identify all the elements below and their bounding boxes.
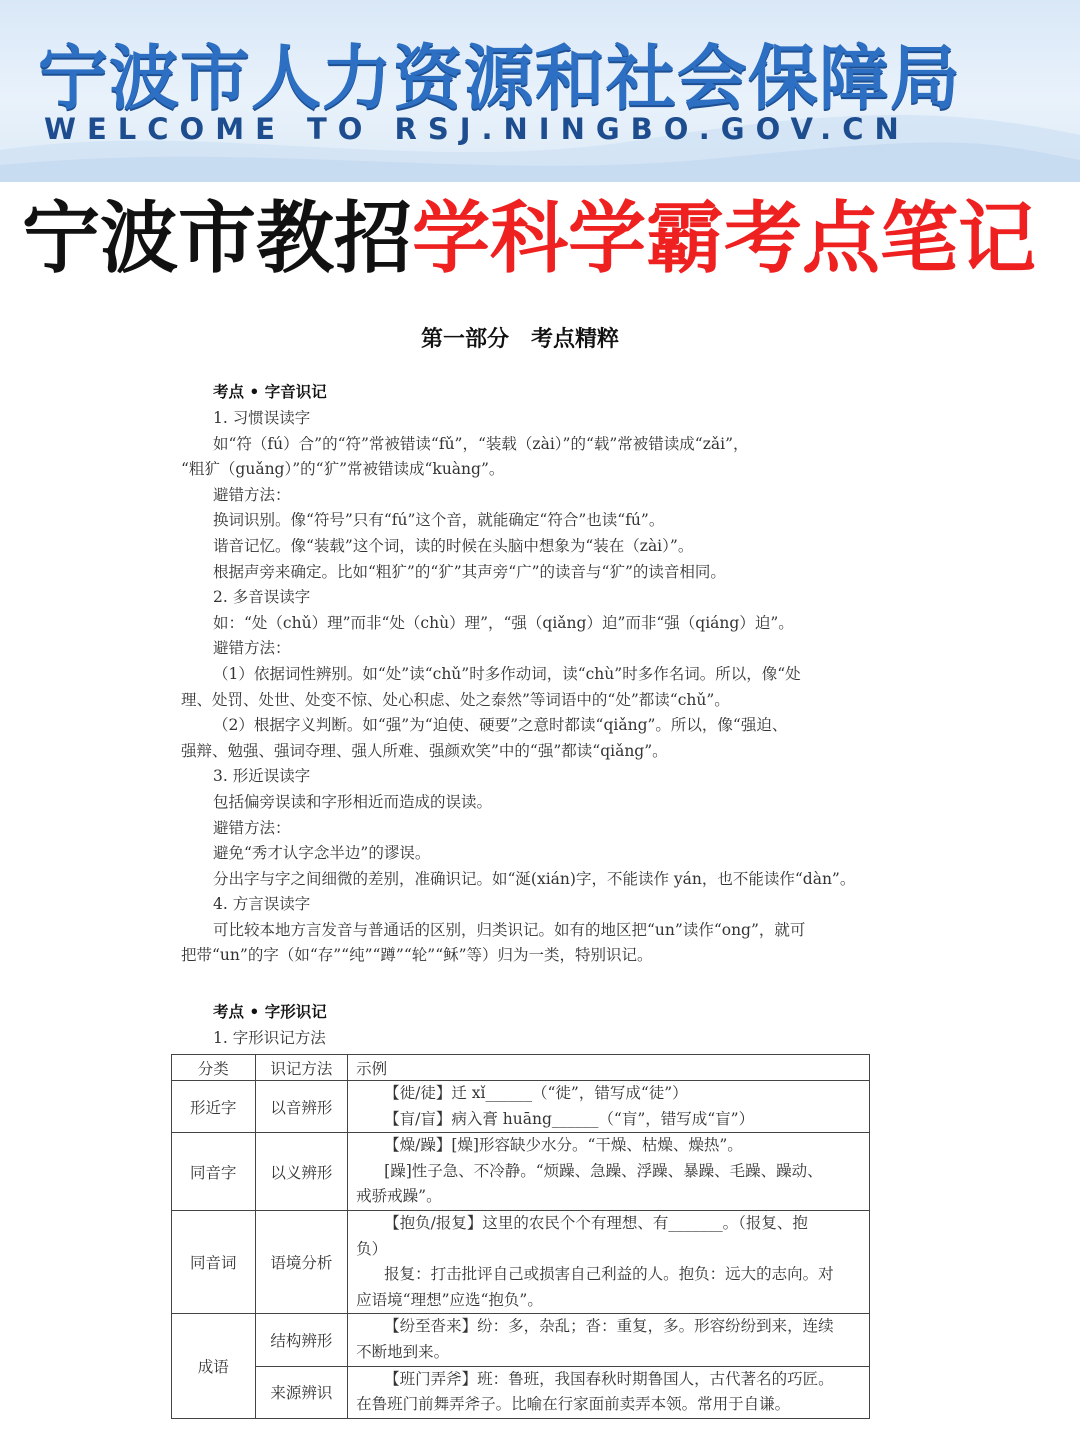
table-cell-method: 以音辨形: [255, 1081, 348, 1133]
example-line: 【肓/盲】病入膏 huāng______（“肓”，错写成“盲”）: [384, 1109, 755, 1128]
text-line: 如“符（fú）合”的“符”常被错读“fǔ”，“装载（zài）”的“载”常被错读成“zǎi”，: [213, 434, 749, 453]
text-line: 分出字与字之间细微的差别，准确识记。如“涎(xián)字，不能读作 yán，也不能读作“dàn”。: [213, 869, 856, 888]
headline-red-part: 学科学霸考点笔记: [412, 194, 1037, 284]
section-heading: 考点 • 字音识记: [213, 382, 327, 401]
example-line: 【纷至沓来】纷：多，杂乱；沓：重复，多。形容纷纷到来，连续: [384, 1317, 834, 1336]
example-line: 戒骄戒躁”。: [356, 1187, 442, 1206]
text-line: 避错方法：: [213, 818, 291, 837]
part-title: 第一部分 考点精粹: [420, 326, 619, 352]
table-cell-example: [348, 1133, 870, 1211]
example-line: 【徙/徒】迁 xǐ______（“徙”，错写成“徒”）: [384, 1084, 688, 1102]
table-cell-example: [348, 1366, 870, 1418]
example-line: 【抱负/报复】这里的农民个个有理想、有_______。（报复、抱: [384, 1213, 808, 1232]
example-line: 报复：打击批评自己或损害自己利益的人。抱负：远大的志向。对: [384, 1265, 834, 1284]
banner-subtitle: WELCOME TO RSJ.NINGBO.GOV.CN: [44, 112, 910, 146]
text-line: 2. 多音误读字: [213, 588, 311, 607]
text-line: 换词识别。像“符号”只有“fú”这个音，就能确定“符合”也读“fú”。: [213, 511, 665, 530]
section-glyph: [181, 998, 871, 1052]
table-header-cell: 示例: [348, 1055, 870, 1081]
text-line: 强辩、勉强、强词夺理、强人所难、强颜欢笑”中的“强”都读“qiǎng”。: [181, 741, 668, 760]
text-line: 如：“处（chǔ）理”而非“处（chù）理”，“强（qiǎng）迫”而非“强（qiáng）迫”。: [213, 613, 794, 632]
text-line: 4. 方言误读字: [213, 895, 311, 914]
example-line: 负）: [356, 1239, 388, 1258]
text-line: 包括偏旁误读和字形相近而造成的误读。: [213, 792, 493, 811]
table-cell-method: 来源辨识: [255, 1366, 348, 1418]
text-line: 可比较本地方言发音与普通话的区别，归类识记。如有的地区把“un”读作“ong”，就可: [213, 920, 806, 939]
section-pronunciation: [181, 378, 871, 969]
text-line: （2）根据字义判断。如“强”为“迫使、硬要”之意时都读“qiǎng”。所以，像“强迫、: [213, 716, 788, 735]
example-line: 应语境“理想”应选“抱负”。: [356, 1290, 543, 1309]
table-row: [172, 1081, 870, 1133]
example-line: 不断地到来。: [356, 1342, 450, 1361]
banner-title: 宁波市人力资源和社会保障局: [38, 37, 961, 119]
table-row: [172, 1366, 870, 1418]
table-cell-example: [348, 1081, 870, 1133]
table-cell-method: 语境分析: [255, 1210, 348, 1313]
text-line: 避错方法：: [213, 485, 291, 504]
table-header-cell: 识记方法: [255, 1055, 348, 1081]
table-row: [172, 1314, 870, 1366]
example-line: 【燥/躁】[燥]形容缺少水分。“干燥、枯燥、燥热”。: [384, 1136, 743, 1155]
text-line: 把带“un”的字（如“存”“纯”“蹲”“轮”“稣”等）归为一类，特别识记。: [181, 946, 653, 965]
table-cell-category: 同音词: [172, 1210, 256, 1313]
text-line: 1. 习惯误读字: [213, 409, 311, 427]
table-cell-category: 成语: [172, 1314, 256, 1418]
text-line: 理、处罚、处世、处变不惊、处心积虑、处之泰然”等词语中的“处”都读“chǔ”。: [181, 690, 730, 709]
example-line: [躁]性子急、不冷静。“烦躁、急躁、浮躁、暴躁、毛躁、躁动、: [384, 1161, 823, 1180]
text-line: 避免“秀才认字念半边”的谬误。: [213, 844, 431, 863]
table-cell-category: 同音字: [172, 1133, 256, 1211]
text-line: “粗犷（guǎng）”的“犷”常被错读成“kuàng”。: [181, 460, 505, 479]
table-header-row: [172, 1055, 870, 1081]
table-cell-example: [348, 1314, 870, 1366]
table-row: [172, 1133, 870, 1211]
site-banner: [0, 0, 1080, 182]
example-line: 【班门弄斧】班：鲁班，我国春秋时期鲁国人，古代著名的巧匠。: [384, 1369, 834, 1388]
text-line: 避错方法：: [213, 639, 291, 658]
table-cell-category: 形近字: [172, 1081, 256, 1133]
section-heading: 考点 • 字形识记: [213, 1002, 327, 1021]
table-cell-method: 以义辨形: [255, 1133, 348, 1211]
table-cell-method: 结构辨形: [255, 1314, 348, 1366]
page-headline: [22, 194, 1037, 284]
headline-black-part: 宁波市教招: [22, 194, 413, 284]
text-line: （1）依据词性辨别。如“处”读“chǔ”时多作动词，读“chù”时多作名词。所以，像“处: [213, 664, 801, 683]
table-cell-example: [348, 1210, 870, 1313]
example-line: 在鲁班门前舞弄斧子。比喻在行家面前卖弄本领。常用于自谦。: [356, 1395, 791, 1414]
text-line: 根据声旁来确定。比如“粗犷”的“犷”其声旁“广”的读音与“犷”的读音相同。: [213, 562, 726, 581]
table-header-cell: 分类: [172, 1055, 256, 1081]
text-line: 3. 形近误读字: [213, 767, 311, 786]
glyph-method-table: [171, 1054, 870, 1419]
text-line: 1. 字形识记方法: [213, 1029, 326, 1047]
table-row: [172, 1210, 870, 1313]
text-line: 谐音记忆。像“装载”这个词，读的时候在头脑中想象为“装在（zài）”。: [213, 536, 694, 555]
